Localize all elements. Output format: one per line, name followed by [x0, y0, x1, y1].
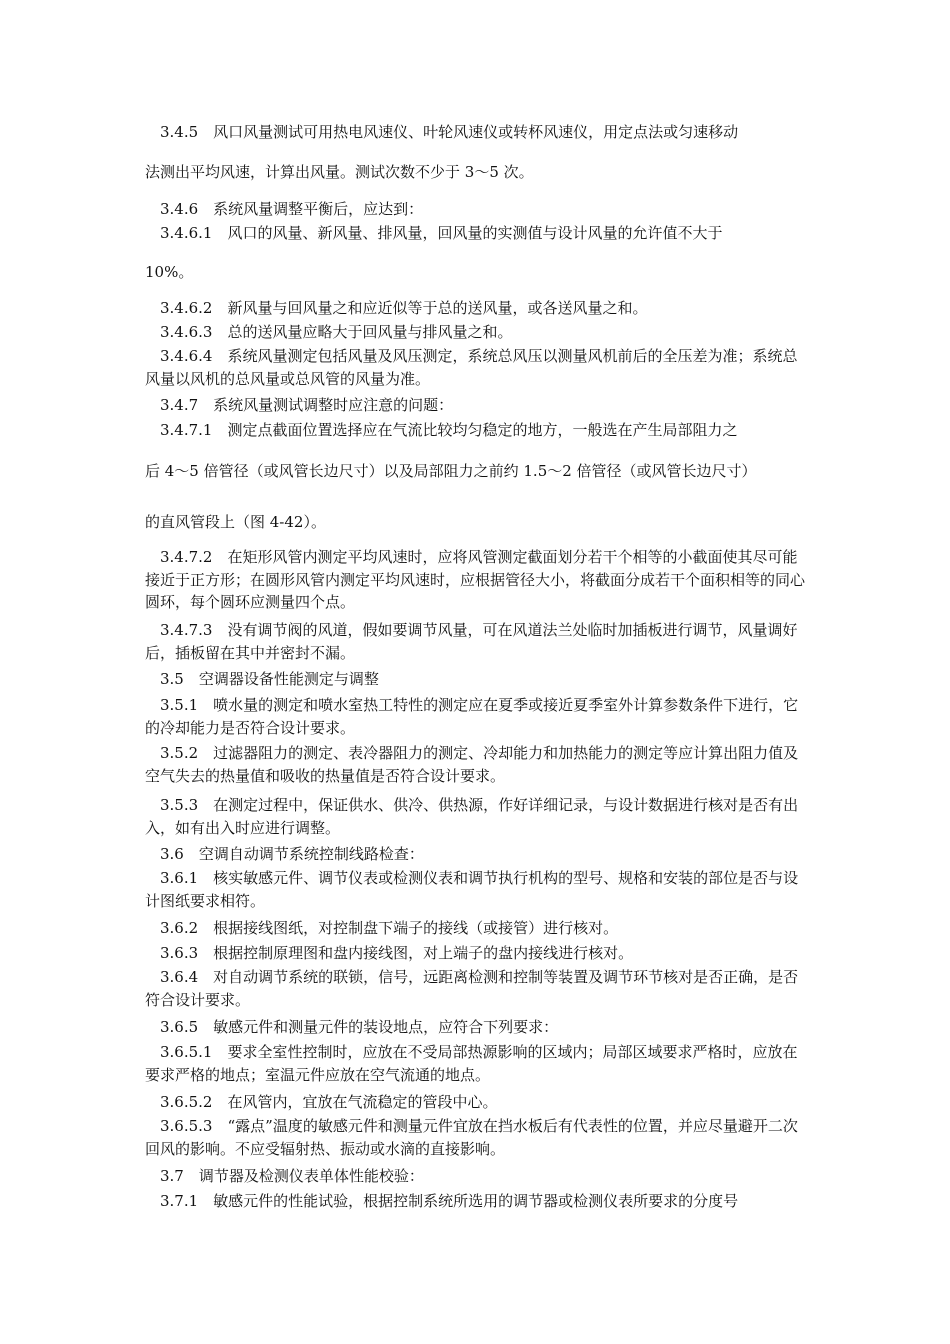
paragraph-3-4-6-3: 3.4.6.3 总的送风量应略大于回风量与排风量之和。	[160, 323, 513, 341]
paragraph-3-5-2: 3.5.2 过滤器阻力的测定、表冷器阻力的测定、冷却能力和加热能力的测定等应计算出阻力值及空气失去的热量值和吸收的热量值是否符合设计要求。	[145, 744, 799, 785]
paragraph-3-6-5-2: 3.6.5.2 在风管内，宜放在气流稳定的管段中心。	[160, 1093, 498, 1111]
paragraph-3-4-6: 3.4.6 系统风量调整平衡后，应达到：	[160, 200, 424, 218]
paragraph-3-4-7: 3.4.7 系统风量测试调整时应注意的问题：	[160, 396, 454, 414]
paragraph-3-5-3: 3.5.3 在测定过程中，保证供水、供冷、供热源，作好详细记录，与设计数据进行核对是否有出入，如有出入时应进行调整。	[145, 796, 799, 837]
paragraph-3-4-7-2: 3.4.7.2 在矩形风管内测定平均风速时，应将风管测定截面划分若干个相等的小截面使其尽可能接近于正方形；在圆形风管内测定平均风速时，应根据管径大小，将截面分成若干个面积相等的同心圆环，每个圆环应测量四个点。	[145, 548, 806, 611]
paragraph-3-4-7-1: 3.4.7.1 测定点截面位置选择应在气流比较均匀稳定的地方，一般选在产生局部阻力之	[160, 421, 738, 439]
paragraph-3-6-5-3: 3.6.5.3 “露点”温度的敏感元件和测量元件宜放在挡水板后有代表性的位置，并应尽量避开二次回风的影响。不应受辐射热、振动或水滴的直接影响。	[145, 1117, 798, 1158]
heading-3-5: 3.5 空调器设备性能测定与调整	[160, 670, 379, 688]
paragraph-3-6-5-1: 3.6.5.1 要求全室性控制时，应放在不受局部热源影响的区域内；局部区域要求严格时，应放在要求严格的地点；室温元件应放在空气流通的地点。	[145, 1043, 798, 1084]
paragraph-3-6-2: 3.6.2 根据接线图纸，对控制盘下端子的接线（或接管）进行核对。	[160, 919, 619, 937]
paragraph-3-7-1: 3.7.1 敏感元件的性能试验，根据控制系统所选用的调节器或检测仪表所要求的分度号	[160, 1192, 739, 1210]
paragraph-3-5-1: 3.5.1 喷水量的测定和喷水室热工特性的测定应在夏季或接近夏季室外计算参数条件下进行，它的冷却能力是否符合设计要求。	[145, 696, 799, 737]
heading-3-6: 3.6 空调自动调节系统控制线路检查：	[160, 845, 424, 863]
paragraph-3-4-6-2: 3.4.6.2 新风量与回风量之和应近似等于总的送风量，或各送风量之和。	[160, 299, 648, 317]
paragraph-3-6-1: 3.6.1 核实敏感元件、调节仪表或检测仪表和调节执行机构的型号、规格和安装的部位是否与设计图纸要求相符。	[145, 869, 799, 910]
paragraph-3-4-7-1-end: 的直风管段上（图 4-42）。	[145, 513, 326, 531]
paragraph-3-4-7-3: 3.4.7.3 没有调节阀的风道，假如要调节风量，可在风道法兰处临时加插板进行调节，风量调好后，插板留在其中并密封不漏。	[145, 621, 798, 662]
paragraph-3-4-6-1: 3.4.6.1 风口的风量、新风量、排风量，回风量的实测值与设计风量的允许值不大于	[160, 224, 723, 242]
paragraph-3-4-6-1-cont: 10%。	[145, 263, 194, 281]
heading-3-7: 3.7 调节器及检测仪表单体性能校验：	[160, 1167, 424, 1185]
paragraph-3-6-4: 3.6.4 对自动调节系统的联锁，信号，远距离检测和控制等装置及调节环节核对是否正确，是否符合设计要求。	[145, 968, 799, 1009]
paragraph-3-6-5: 3.6.5 敏感元件和测量元件的装设地点，应符合下列要求：	[160, 1018, 559, 1036]
paragraph-3-4-5: 3.4.5 风口风量测试可用热电风速仪、叶轮风速仪或转杯风速仪，用定点法或匀速移动	[160, 123, 739, 141]
paragraph-3-4-7-1-cont: 后 4～5 倍管径（或风管长边尺寸）以及局部阻力之前约 1.5～2 倍管径（或风管长边尺寸）	[145, 462, 757, 480]
paragraph-3-4-5-cont: 法测出平均风速，计算出风量。测试次数不少于 3～5 次。	[145, 163, 534, 181]
paragraph-3-6-3: 3.6.3 根据控制原理图和盘内接线图，对上端子的盘内接线进行核对。	[160, 944, 634, 962]
paragraph-3-4-6-4: 3.4.6.4 系统风量测定包括风量及风压测定，系统总风压以测量风机前后的全压差为准；系统总风量以风机的总风量或总风管的风量为准。	[145, 347, 798, 388]
